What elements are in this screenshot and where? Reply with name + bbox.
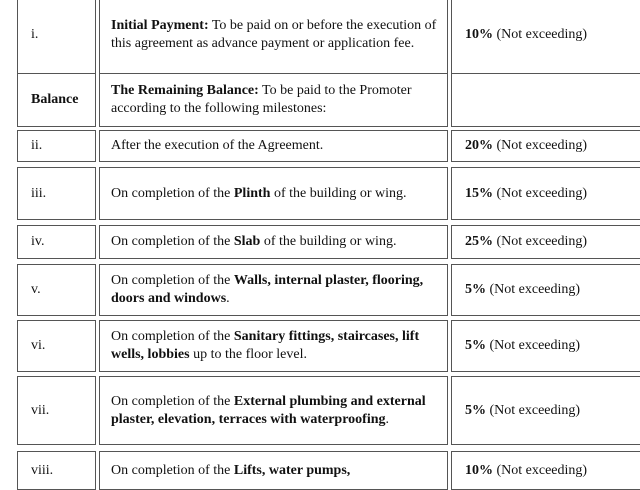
table-row <box>0 264 640 316</box>
payment-percentage: 5% (Not exceeding) <box>465 338 581 353</box>
payment-percentage: 10% (Not exceeding) <box>465 462 588 478</box>
milestone-number: i. <box>31 26 39 42</box>
payment-percentage-cell <box>451 167 640 220</box>
table-row <box>0 0 640 75</box>
milestone-description-cell <box>99 320 448 372</box>
milestone-description: On completion of the Slab of the building or wing. <box>111 234 397 249</box>
milestone-description: The Remaining Balance: To be paid to the Promoter according to the following milestones: <box>111 83 412 116</box>
milestone-number-cell <box>17 167 96 220</box>
payment-percentage: 5% (Not exceeding) <box>465 402 581 418</box>
milestone-number: iv. <box>31 234 45 249</box>
table-row <box>0 451 640 490</box>
payment-percentage-cell <box>451 376 640 445</box>
milestone-number-cell <box>17 320 96 372</box>
payment-percentage-cell <box>451 130 640 162</box>
milestone-description: On completion of the External plumbing and external plaster, elevation, terraces with waterproofing. <box>111 393 426 427</box>
milestone-description-cell <box>99 73 448 127</box>
milestone-description-cell <box>99 225 448 259</box>
payment-percentage-cell <box>451 73 640 127</box>
milestone-description-cell <box>99 0 448 75</box>
milestone-number-cell <box>17 130 96 162</box>
milestone-description: On completion of the Walls, internal plaster, flooring, doors and windows. <box>111 273 424 306</box>
milestone-description-cell <box>99 451 448 490</box>
payment-percentage-cell <box>451 0 640 75</box>
table-row <box>0 73 640 127</box>
milestone-description-cell <box>99 167 448 220</box>
milestone-description-cell <box>99 264 448 316</box>
milestone-number-cell <box>17 0 96 75</box>
payment-percentage-cell <box>451 320 640 372</box>
payment-percentage-cell <box>451 451 640 490</box>
payment-percentage: 10% (Not exceeding) <box>465 26 588 42</box>
milestone-number: v. <box>31 282 41 297</box>
payment-percentage-cell <box>451 264 640 316</box>
milestone-number: iii. <box>31 185 47 201</box>
payment-percentage: 20% (Not exceeding) <box>465 138 588 153</box>
milestone-number: vii. <box>31 402 50 418</box>
milestone-description-cell <box>99 130 448 162</box>
milestone-description-cell <box>99 376 448 445</box>
milestone-number-cell <box>17 264 96 316</box>
payment-percentage: 25% (Not exceeding) <box>465 234 588 249</box>
milestone-number-cell <box>17 451 96 490</box>
table-row <box>0 130 640 162</box>
milestone-number: vi. <box>31 338 46 353</box>
milestone-description: On completion of the Sanitary fittings, staircases, lift wells, lobbies up to the floor level. <box>111 329 420 362</box>
milestone-description: Initial Payment: To be paid on or before the execution of this agreement as advance payment or application fee. <box>111 17 437 51</box>
milestone-number-cell <box>17 225 96 259</box>
payment-percentage-cell <box>451 225 640 259</box>
milestone-number: viii. <box>31 462 54 478</box>
milestone-number-cell <box>17 73 96 127</box>
milestone-number: ii. <box>31 138 43 153</box>
milestone-description: After the execution of the Agreement. <box>111 138 324 153</box>
payment-percentage: 5% (Not exceeding) <box>465 282 581 297</box>
table-row <box>0 167 640 220</box>
table-row <box>0 320 640 372</box>
table-row <box>0 225 640 259</box>
table-row <box>0 376 640 445</box>
milestone-description: On completion of the Lifts, water pumps, <box>111 462 351 478</box>
milestone-number-cell <box>17 376 96 445</box>
milestone-number: Balance <box>31 92 79 107</box>
payment-percentage: 15% (Not exceeding) <box>465 185 588 201</box>
milestone-description: On completion of the Plinth of the building or wing. <box>111 185 407 201</box>
